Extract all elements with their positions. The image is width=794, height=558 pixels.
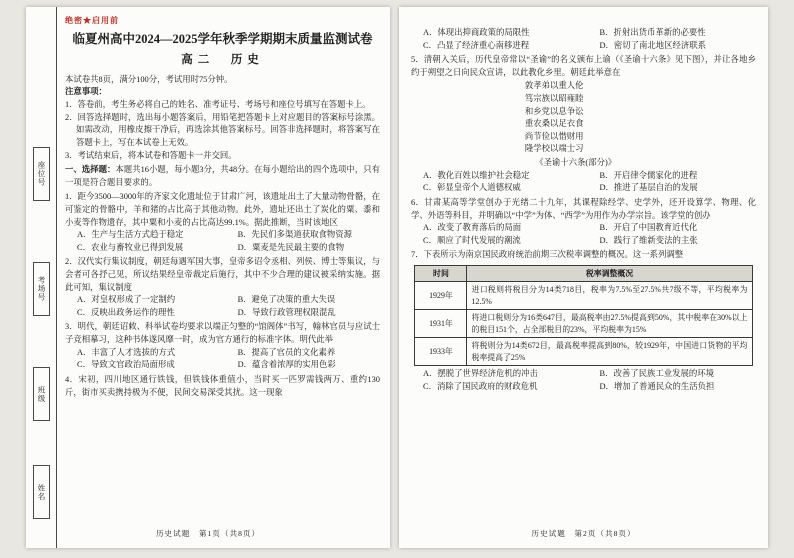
question-stem: 2．汉代实行集议制度，朝廷每遇军国大事，皇帝多诏令丞相、列侯、博士等集议，与会者可各抒己见，所议结果经皇帝裁定后施行，其中不少合理的建议被采纳实施。据此可知，集议制度: [65, 257, 380, 292]
seal-line: [26, 7, 57, 548]
option-b: B．避免了决策的重大失误: [237, 295, 336, 305]
option-d: D．增加了普通民众的生活负担: [599, 381, 715, 391]
question-1: [65, 191, 380, 254]
option-a: A．体现出抑商政策的局限性: [423, 28, 530, 37]
question-stem: 7．下表所示为南京国民政府统治前期三次税率调整的概况。这一系列调整: [411, 250, 684, 260]
option-d: D．蕴含着浓厚的实用色彩: [237, 360, 336, 370]
question-stem: 5．清朝入关后，历代皇帝常以“圣谕”的名义颁布上谕（《圣谕十六条》见下图），并让各地乡约于朔望之日向民众宣讲，以此教化乡里。朝廷此举意在: [411, 55, 756, 77]
question-options: [411, 222, 756, 247]
note-item-2: 2．回答选择题时，选出每小题答案后，用铅笔把答题卡上对应题目的答案标号涂黑。如需改动，用橡皮擦干净后，再选涂其他答案标号。回答非选择题时，将答案写在答题卡上，写在本试卷上无效。: [65, 112, 380, 147]
question-stem: 6．甘肃某高等学堂创办于光绪二十九年，其课程除经学、史学外，还开设算学、物理、化学、外语等科目，并明确以“中学”为体、“西学”为用作为办学宗旨。该学堂的创办: [411, 197, 756, 220]
seal-field-class: 班级: [33, 367, 50, 421]
exam-title: 临夏州高中2024—2025学年秋季学期期末质量监测试卷: [72, 32, 373, 46]
option-c: C．反映出政务运作的理性: [77, 307, 175, 317]
sacred-edict-quote: [525, 80, 756, 156]
paper-info: 本试卷共8页，满分100分，考试用时75分钟。: [65, 74, 233, 84]
question-7: [411, 249, 756, 393]
table-row: [415, 338, 752, 366]
security-label: 绝密★启用前: [65, 16, 119, 25]
question-options: [65, 229, 380, 254]
option-b: B．改善了民族工业发展的环境: [599, 369, 714, 379]
table-header-time: 时间: [415, 265, 467, 281]
option-a: A．丰富了人才选拔的方式: [77, 347, 176, 357]
table-header-row: [415, 265, 752, 281]
page-footer-1: 历史试题 第1页（共8页）: [155, 529, 261, 538]
note-item-1: 1．答卷前，考生务必将自己的姓名、准考证号、考场号和座位号填写在答题卡上。: [65, 100, 371, 110]
option-b: B．开启律令儒家化的进程: [599, 170, 698, 180]
section-description: 本题共16小题，每小题3分，共48分。在每小题给出的四个选项中，只有一项是符合题目要求的。: [65, 165, 381, 187]
note-item-3: 3．考试结束后，将本试卷和答题卡一并交回。: [65, 150, 237, 160]
table-header-content: 税率调整概况: [467, 265, 752, 281]
tariff-table: [414, 265, 752, 366]
option-c: C．农业与畜牧业已得到发展: [77, 242, 184, 252]
table-row: [415, 310, 752, 338]
option-d: D．粟麦是先民最主要的食物: [237, 242, 345, 252]
seal-field-room-number: 考场号: [33, 262, 50, 316]
seal-field-seat-number: 座位号: [33, 147, 50, 201]
option-b: B．开启了中国教育近代化: [599, 223, 698, 233]
option-c: C．彰显皇帝个人道德权威: [423, 183, 521, 193]
question-4: [65, 374, 380, 399]
option-d: D．践行了维新变法的主张: [599, 235, 698, 245]
question-stem: 3．明代，朝廷诏敕、科举试卷均要求以端正匀整的“馆阁体”书写，翰林官员与应试士子竞相摹习，这种书体遂风靡一时，成为官方通行的标准字体。明代此举: [65, 322, 380, 345]
notes-title: 注意事项：: [65, 87, 107, 97]
option-a: A．生产与生活方式趋于稳定: [77, 230, 184, 240]
option-c: C．顺应了时代发展的潮流: [423, 235, 521, 245]
page-footer-2: 历史试题 第2页（共8页）: [531, 529, 636, 538]
question-stem: 4．宋初，四川地区通行铁钱，但铁钱体重值小，当时买一匹罗需钱两万、重约130斤，街市买卖携持极为不便，民间交易深受其扰。这一现象: [65, 374, 380, 397]
content-cell: 将进口税则分为16类647目，最高税率由27.5%提高到50%，其中税率在30%以上的税目151个，占全部税目的23%，平均税率为15%: [467, 310, 752, 338]
question-options: [65, 347, 380, 372]
question-5: [411, 54, 756, 195]
year-cell: 1929年: [415, 282, 467, 310]
option-a: A．教化百姓以维护社会稳定: [423, 170, 530, 180]
year-cell: 1931年: [415, 310, 467, 338]
section-label: 一、选择题：: [65, 165, 116, 175]
question-stem: 1．距今3500—3000年的齐家文化遗址位于甘肃广河，该遗址出土了大量动物骨骼，在可鉴定的骨骼中，羊和猪的占比高于其他动物。此外，遗址还出土了炭化的粟、黍和小麦等作物遗存，其中粟和小麦的占比高达99.1%。据此推断，当时该地区: [65, 192, 380, 227]
option-d: D．推进了基层自治的发展: [599, 183, 698, 193]
question-options: [411, 170, 756, 195]
quote-line: 重农桑以足衣食: [524, 119, 584, 129]
question-4-options: [411, 27, 756, 52]
option-d: D．密切了南北地区经济联系: [599, 40, 707, 50]
question-options: [411, 368, 756, 393]
exam-subject: 高二 历史: [181, 53, 264, 66]
option-b: B．先民们多渠道获取食物资源: [237, 230, 353, 240]
section-header: [65, 164, 380, 189]
quote-line: 尚节俭以惜财用: [524, 131, 584, 141]
option-a: A．摆脱了世界经济危机的冲击: [423, 369, 538, 379]
question-6: [411, 197, 756, 247]
option-a: A．对皇权形成了一定制约: [77, 295, 176, 305]
option-c: C．凸显了经济重心南移进程: [423, 40, 530, 50]
option-c: C．消除了国民政府的财政危机: [423, 381, 538, 391]
exam-page-1: [26, 7, 390, 548]
option-b: B．提高了官员的文化素养: [237, 347, 336, 357]
quote-line: 笃宗族以昭雍睦: [524, 94, 584, 104]
content-cell: 将税则分为14类672目，最高税率提高到80%，较1929年，中国进口货物的平均税率提高了25%: [467, 338, 752, 366]
option-d: D．导致行政管理权限混乱: [237, 307, 336, 317]
year-cell: 1933年: [415, 338, 467, 366]
option-b: B．折射出货币革新的必要性: [599, 28, 706, 37]
table-row: [415, 282, 752, 310]
option-c: C．导致文官政治局面形成: [77, 360, 175, 370]
quote-line: 敦孝弟以重人伦: [524, 81, 584, 91]
question-options: [65, 294, 380, 319]
quote-line: 隆学校以端士习: [524, 144, 584, 154]
exam-page-2: [399, 7, 768, 548]
option-a: A．改变了教育落后的局面: [423, 223, 522, 233]
question-3: [65, 321, 380, 371]
quote-source: 《圣谕十六条(部分)》: [535, 158, 617, 168]
question-2: [65, 256, 380, 319]
content-cell: 进口税则将税目分为14类718目，税率为7.5%至27.5%共7级不等，平均税率为12.5%: [467, 282, 752, 310]
seal-field-name: 姓名: [33, 465, 50, 519]
quote-line: 和乡党以息争讼: [524, 106, 584, 116]
